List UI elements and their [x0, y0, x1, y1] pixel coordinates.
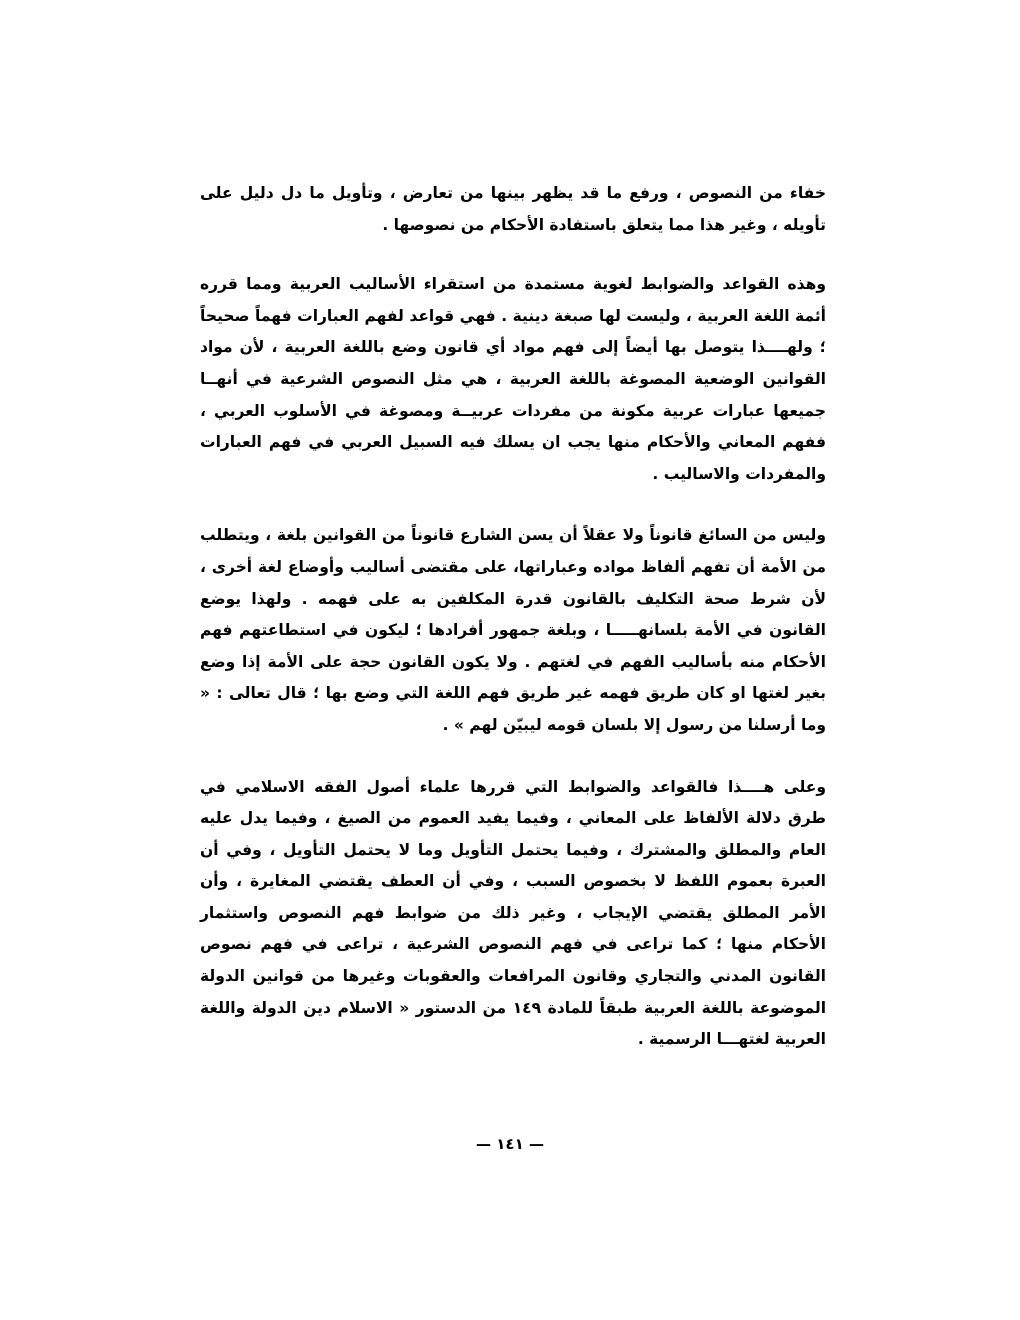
paragraph-3: وليس من السائغ قانوناً ولا عقلاً أن يسن الشارع قانوناً من القوانين بلغة ، ويتطلب من الأمة أن تفهم ألفاظ مواده وعباراتها، على مقتضى أساليب وأوضاع لغة أخرى ، لأن شرط صحة التكليف بالقانون قدرة المكلفين به على فهمه . ولهذا يوضع القانون في الأمة بلسانهـــــا ، وبلغة جمهور أفرادها ؛ ليكون في استطاعتهم فهم الأحكام منه بأساليب الفهم في لغتهم . ولا يكون القانون حجة على الأمة إذا وضع بغير لغتها او كان طريق فهمه غير طريق فهم اللغة التي وضع بها ؛ قال تعالى : « وما أرسلنا من رسول إلا بلسان قومه ليبيّن لهم » .	[200, 526, 826, 734]
paragraph-4: وعلى هــــذا فالقواعد والضوابط التي قررها علماء أصول الفقه الاسلامي في طرق دلالة الألفاظ على المعاني ، وفيما يفيد العموم من الصيغ ، وفيما يدل عليه العام والمطلق والمشترك ، وفيما يحتمل التأويل وما لا يحتمل التأويل ، وفي أن العبرة بعموم اللفظ لا بخصوص السبب ، وفي أن العطف يقتضي المغايرة ، وأن الأمر المطلق يقتضي الإيجاب ، وغير ذلك من ضوابط فهم النصوص واستثمار الأحكام منها ؛ كما تراعى في فهم النصوص الشرعية ، تراعى في فهم نصوص القانون المدني والتجاري وقانون المرافعات والعقوبات وغيرها من قوانين الدولة الموضوعة باللغة العربية طبقاً للمادة ١٤٩ من الدستور « الاسلام دين الدولة واللغة العربية لغتهـــا الرسمية .	[200, 777, 827, 1049]
paragraph-1: خفاء من النصوص ، ورفع ما قد يظهر بينها من تعارض ، وتأويل ما دل دليل على تأويله ، وغير هذا مما يتعلق باستفادة الأحكام من نصوصها .	[200, 184, 826, 234]
page-body	[200, 178, 826, 1086]
page-number: — ١٤١ —	[476, 1135, 544, 1153]
paragraph-2: وهذه القواعد والضوابط لغوية مستمدة من استقراء الأساليب العربية ومما قرره أئمة اللغة العربية ، وليست لها صبغة دينية . فهي قواعد لفهم العبارات فهماً صحيحاً ؛ ولهــــذا يتوصل بها أيضاً إلى فهم مواد أي قانون وضع باللغة العربية ، لأن مواد القوانين الوضعية المصوغة باللغة العربية ، هي مثل النصوص الشرعية في أنهــا جميعها عبارات عربية مكونة من مفردات عربيــة ومصوغة في الأسلوب العربي ، ففهم المعاني والأحكام منها يجب ان يسلك فيه السبيل العربي في فهم العبارات والمفردات والاساليب .	[200, 275, 826, 483]
